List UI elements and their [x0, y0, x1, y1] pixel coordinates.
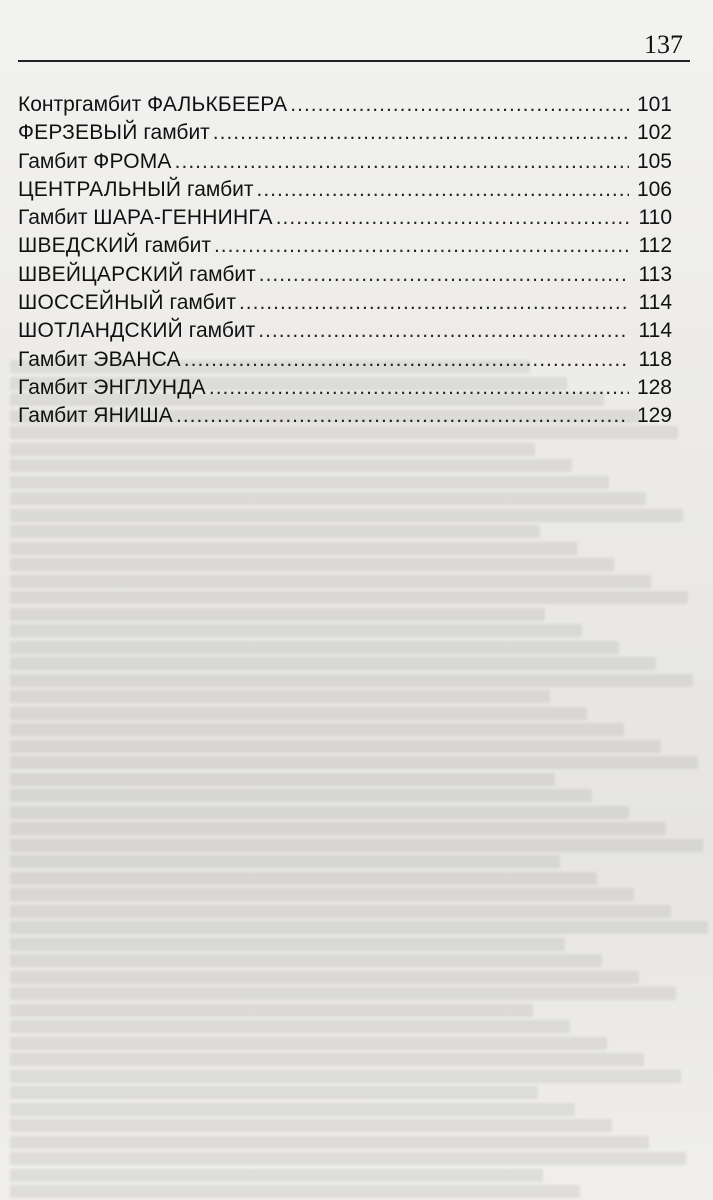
bleed-line — [10, 723, 624, 736]
toc-entry — [18, 148, 672, 176]
toc-entry — [18, 204, 672, 232]
toc-entry — [18, 289, 672, 317]
toc-dot-leader — [276, 204, 629, 232]
toc-entry-title — [18, 148, 172, 176]
toc-entry-name: ШОССЕЙНЫЙ — [18, 291, 164, 315]
toc-entry-name: ЭВАНСА — [93, 347, 181, 371]
toc-entry — [18, 346, 672, 374]
toc-entry-title — [18, 374, 206, 402]
bleed-line — [10, 954, 602, 967]
bleed-line — [10, 674, 693, 687]
toc-dot-leader — [175, 148, 629, 176]
toc-entry-title — [18, 204, 273, 232]
toc-entry-suffix: гамбит — [183, 262, 256, 286]
toc-entry-name: ШВЕДСКИЙ — [18, 234, 139, 258]
toc-entry-prefix: Гамбит — [18, 375, 94, 399]
page-number: 137 — [644, 30, 683, 59]
bleed-line — [10, 459, 572, 472]
bleed-line — [10, 443, 535, 456]
bleed-line — [10, 476, 609, 489]
toc-dot-leader — [258, 317, 629, 345]
toc-entry-page: 110 — [638, 206, 672, 230]
toc-entry-suffix: гамбит — [138, 234, 211, 258]
bleed-line — [10, 971, 639, 984]
toc-entry-title — [18, 317, 255, 345]
header-rule — [18, 60, 690, 62]
toc-entry-name: ШВЕЙЦАРСКИЙ — [18, 262, 184, 286]
bleed-line — [10, 740, 661, 753]
bleed-line — [10, 641, 619, 654]
bleed-line — [10, 1103, 575, 1116]
toc-entry-page: 112 — [638, 234, 672, 258]
toc-entry-name: ШАРА-ГЕННИНГА — [93, 206, 273, 230]
toc-entry-name: ШОТЛАНДСКИЙ — [18, 319, 183, 343]
toc-entry-page: 128 — [636, 375, 672, 399]
toc-entry-page: 114 — [638, 291, 672, 315]
toc-entry — [18, 261, 672, 289]
toc-dot-leader — [257, 176, 629, 204]
toc-entry-page: 102 — [636, 121, 672, 145]
bleed-line — [10, 1169, 543, 1182]
bleed-line — [10, 509, 683, 522]
toc-entry-prefix: Гамбит — [18, 404, 94, 428]
bleed-line — [10, 575, 651, 588]
toc-dot-leader — [209, 374, 629, 402]
bleed-line — [10, 608, 545, 621]
toc-entry-page: 105 — [636, 149, 672, 173]
bleed-line — [10, 1053, 644, 1066]
toc-entry-page: 129 — [636, 404, 672, 428]
table-of-contents — [18, 91, 672, 431]
toc-entry — [18, 374, 672, 402]
bleed-line — [10, 839, 703, 852]
toc-dot-leader — [213, 119, 629, 147]
bleed-line — [10, 1004, 533, 1017]
toc-entry-prefix: Гамбит — [18, 206, 94, 230]
bleed-line — [10, 806, 629, 819]
bleed-line — [10, 624, 582, 637]
bleed-line — [10, 938, 565, 951]
bleed-line — [10, 542, 577, 555]
bleed-line — [10, 657, 656, 670]
bleed-line — [10, 921, 708, 934]
toc-entry-name: ЯНИША — [93, 404, 173, 428]
toc-entry-name: ФАЛЬКБЕЕРА — [147, 93, 288, 116]
toc-entry — [18, 232, 672, 260]
toc-entry-title — [18, 119, 210, 147]
bleed-line — [10, 905, 671, 918]
bleed-line — [10, 525, 540, 538]
toc-dot-leader — [290, 91, 629, 119]
toc-entry-title — [18, 289, 236, 317]
toc-entry-page: 113 — [638, 262, 672, 286]
toc-entry-title — [18, 176, 254, 204]
toc-dot-leader — [184, 346, 629, 374]
toc-entry-page: 106 — [636, 177, 672, 201]
bleed-line — [10, 591, 688, 604]
bleed-line — [10, 1070, 681, 1083]
bleed-line — [10, 1152, 686, 1165]
toc-entry-page: 101 — [636, 93, 672, 116]
toc-entry-prefix: Контргамбит — [18, 93, 148, 116]
toc-entry — [18, 176, 672, 204]
toc-entry-name: ЦЕНТРАЛЬНЫЙ — [18, 177, 182, 201]
toc-entry-title — [18, 232, 211, 260]
bleed-line — [10, 822, 666, 835]
bleed-line — [10, 888, 634, 901]
toc-dot-leader — [214, 232, 629, 260]
bleed-line — [10, 773, 555, 786]
toc-entry-suffix: гамбит — [182, 319, 256, 343]
toc-entry-prefix: Гамбит — [18, 347, 94, 371]
bleed-line — [10, 789, 592, 802]
toc-entry-page: 118 — [638, 347, 672, 371]
toc-entry — [18, 119, 672, 147]
bleed-line — [10, 1185, 580, 1198]
toc-entry-suffix: гамбит — [137, 121, 210, 145]
bleed-line — [10, 855, 560, 868]
bleed-line — [10, 558, 614, 571]
bleed-line — [10, 1037, 607, 1050]
toc-entry — [18, 402, 672, 430]
toc-dot-leader — [239, 289, 629, 317]
bleed-line — [10, 756, 698, 769]
toc-entry-title — [18, 261, 256, 289]
bleed-line — [10, 1086, 538, 1099]
toc-entry-page: 114 — [638, 319, 672, 343]
toc-entry-name: ЭНГЛУНДА — [93, 375, 206, 399]
toc-entry-suffix: гамбит — [181, 177, 254, 201]
bleed-line — [10, 707, 587, 720]
toc-entry — [18, 317, 672, 345]
toc-dot-leader — [176, 402, 629, 430]
bleed-line — [10, 1136, 649, 1149]
toc-entry-name: ФЕРЗЕВЫЙ — [18, 121, 138, 145]
toc-entry-title — [18, 402, 173, 430]
bleed-line — [10, 1020, 570, 1033]
toc-entry — [18, 91, 672, 119]
bleed-line — [10, 690, 550, 703]
bleed-line — [10, 987, 676, 1000]
toc-entry-name: ФРОМА — [93, 149, 172, 173]
toc-entry-title — [18, 346, 181, 374]
bleed-line — [10, 1119, 612, 1132]
toc-entry-suffix: гамбит — [163, 291, 236, 315]
toc-entry-prefix: Гамбит — [18, 149, 94, 173]
bleed-line — [10, 872, 597, 885]
toc-dot-leader — [259, 261, 629, 289]
toc-entry-title — [18, 91, 287, 119]
bleed-line — [10, 492, 646, 505]
